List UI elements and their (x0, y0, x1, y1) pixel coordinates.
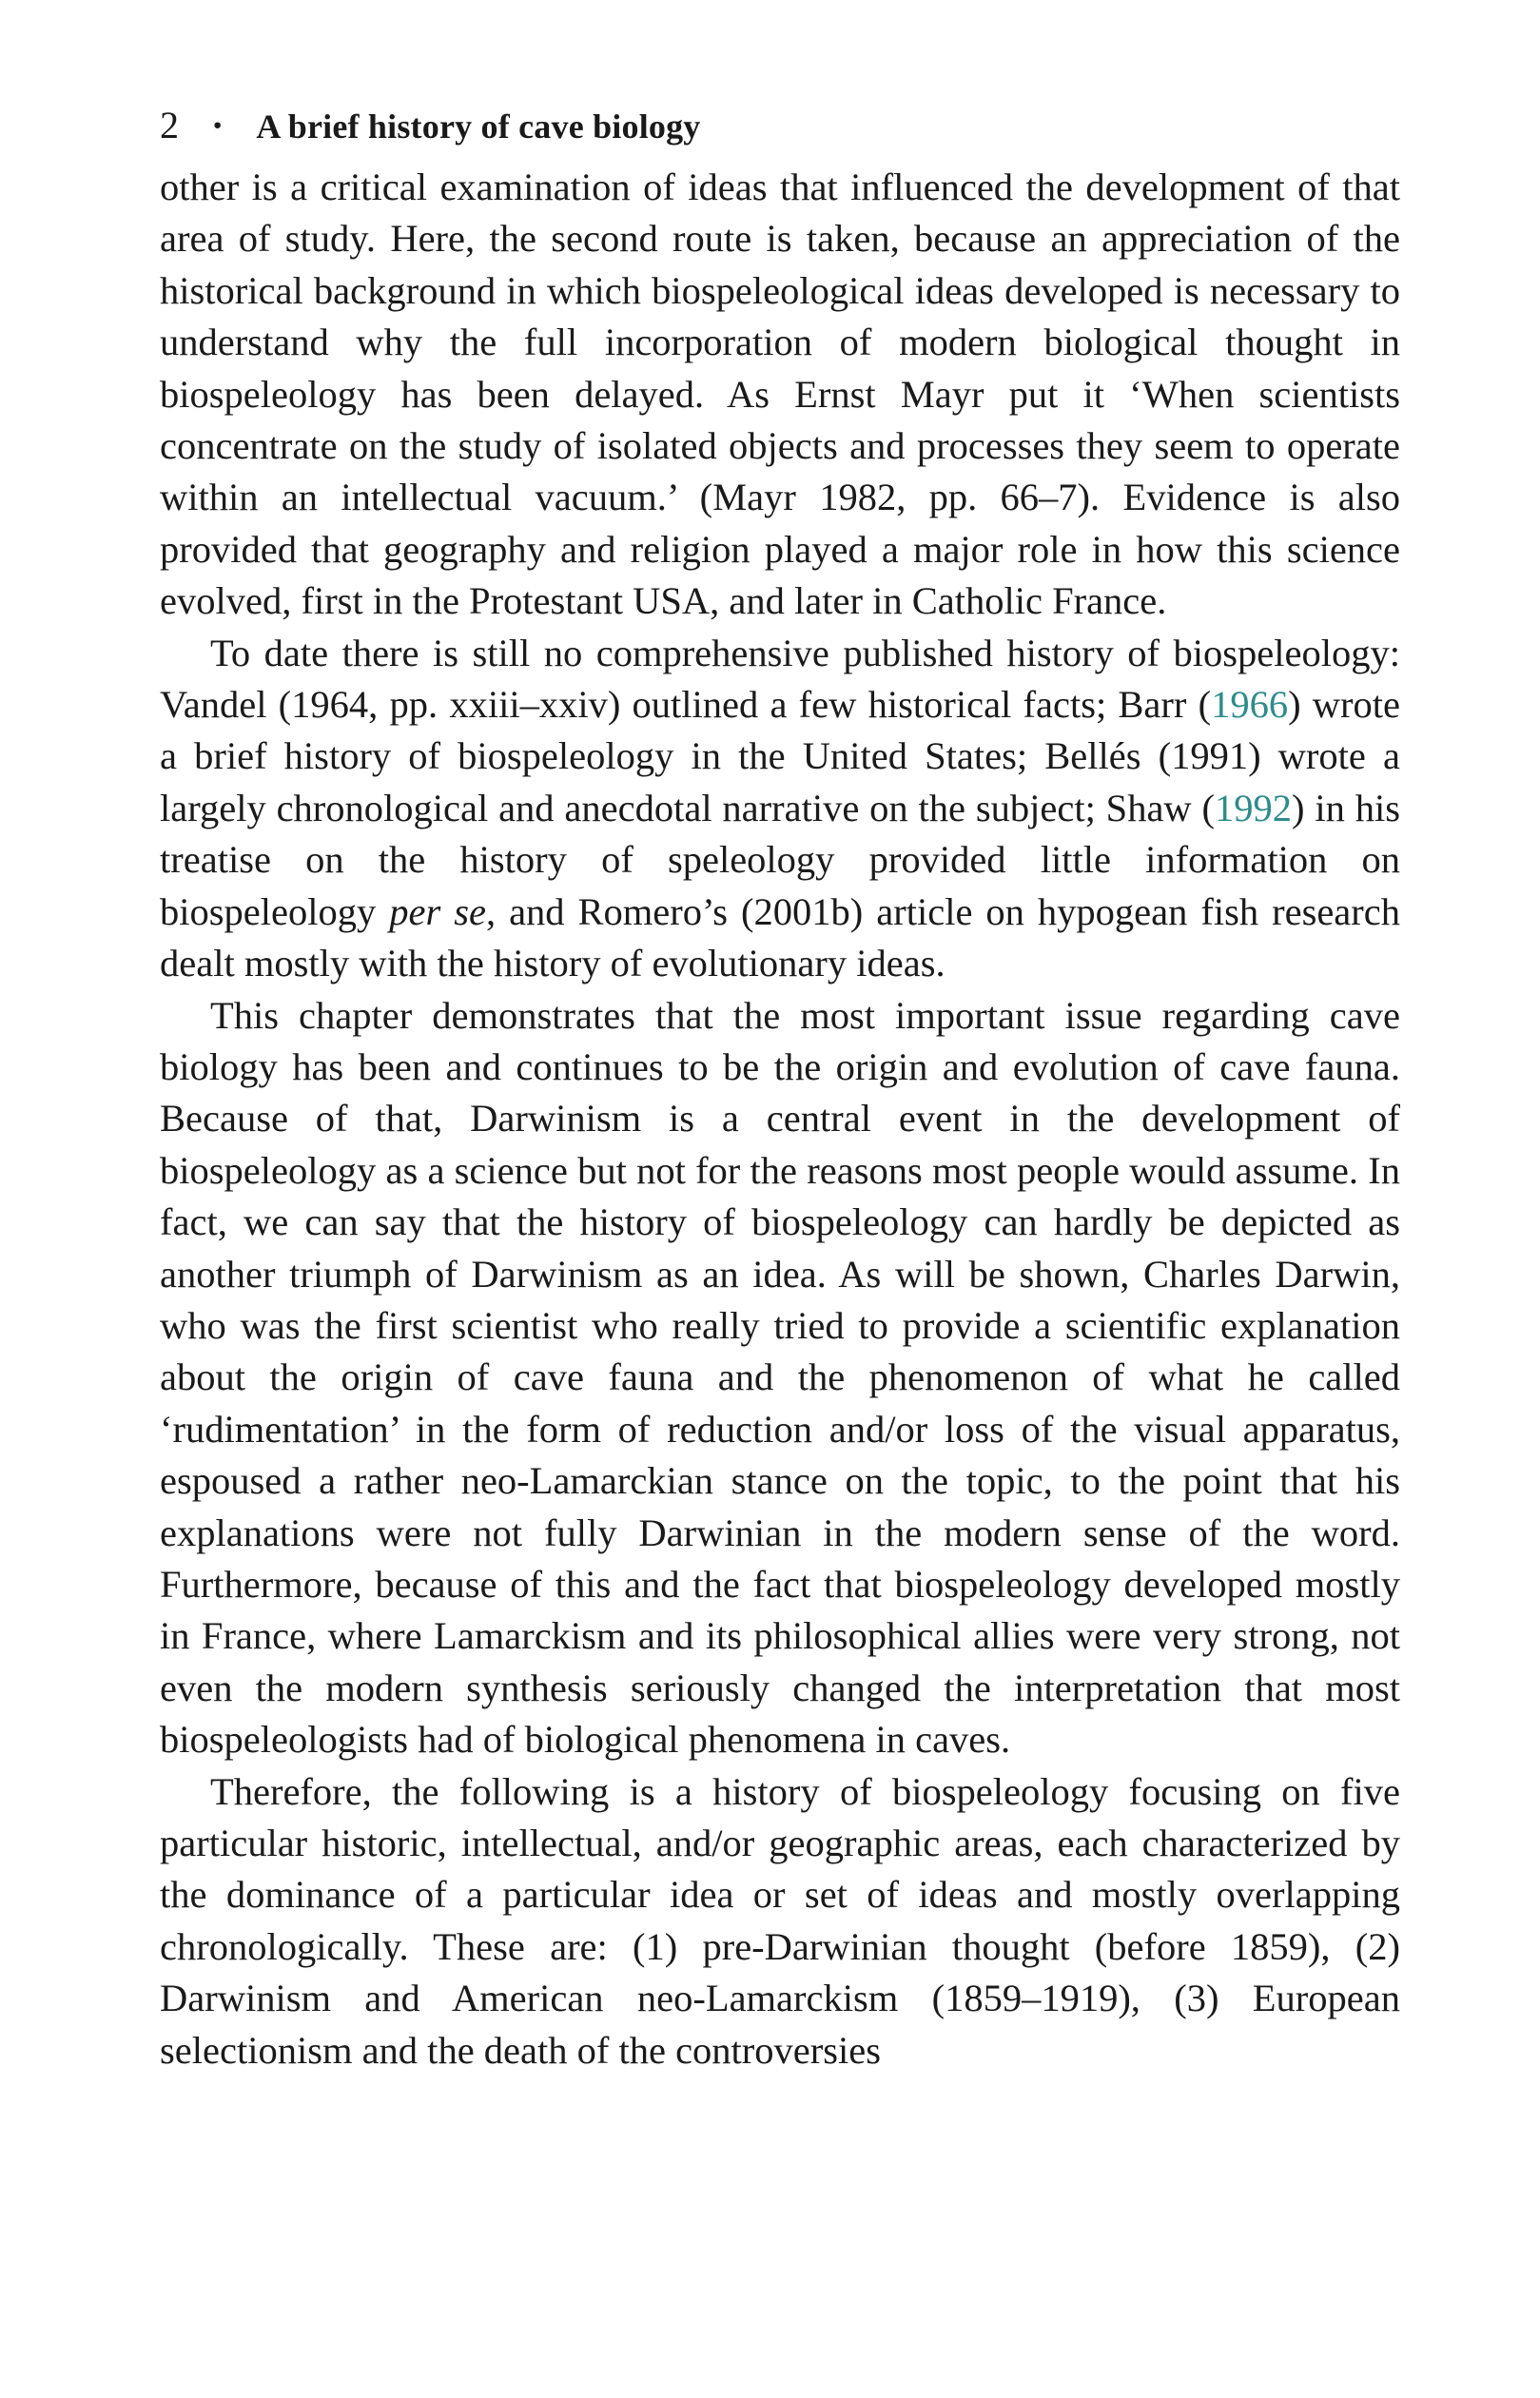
paragraph-2-text: To date there is still no comprehensive published history of biospeleology: Vandel (1964, pp. xxiii–xxiv) outlined a few historical facts; Barr ( (160, 631, 1400, 727)
running-head (160, 95, 1400, 156)
paragraph-2-text: ) in his treatise on the history of speleology provided little information on biospeleology (160, 786, 1400, 933)
paragraph-2-text: , and Romero’s (2001b) article on hypogean fish research dealt mostly with the history of evolutionary ideas. (160, 889, 1400, 985)
header-separator: · (211, 104, 224, 146)
italic-per-se: per se (389, 889, 486, 933)
book-page (160, 95, 1400, 2076)
paragraph-2-text: ) wrote a brief history of biospeleology in the United States; Bellés (1991) wrote a largely chronological and anecdotal narrative on the subject; Shaw ( (160, 683, 1400, 829)
page-number: 2 (160, 104, 179, 146)
body-text (160, 162, 1400, 2076)
paragraph-3: This chapter demonstrates that the most important issue regarding cave biology has been and continues to be the origin and evolution of cave fauna. Because of that, Darwinism is a central event in the development of biospeleology as a science but not for the reasons most people would assume. In fact, we can say that the history of biospeleology can hardly be depicted as another triumph of Darwinism as an idea. As will be shown, Charles Darwin, who was the first scientist who really tried to provide a scientific explanation about the origin of cave fauna and the phenomenon of what he called ‘rudimentation’ in the form of reduction and/or loss of the visual apparatus, espoused a rather neo-Lamarckian stance on the topic, to the point that his explanations were not fully Darwinian in the modern sense of the word. Furthermore, because of this and the fact that biospeleology developed mostly in France, where Lamarckism and its philosophical allies were very strong, not even the modern synthesis seriously changed the interpretation that most biospeleologists had of biological phenomena in caves. (160, 993, 1400, 1762)
paragraph-1: other is a critical examination of ideas that influenced the development of that area of study. Here, the second route is taken, because an appreciation of the historical background in which biospeleological ideas developed is necessary to understand why the full incorporation of modern biological thought in biospeleology has been delayed. As Ernst Mayr put it ‘When scientists concentrate on the study of isolated objects and processes they seem to operate within an intellectual vacuum.’ (Mayr 1982, pp. 66–7). Evidence is also provided that geography and religion played a major role in how this science evolved, first in the Protestant USA, and later in Catholic France. (160, 166, 1400, 623)
paragraph-2 (160, 628, 1400, 990)
paragraph-4: Therefore, the following is a history of biospeleology focusing on five particular historic, intellectual, and/or geographic areas, each characterized by the dominance of a particular idea or set of ideas and mostly overlapping chronologically. These are: (1) pre-Darwinian thought (before 1859), (2) Darwinism and American neo-Lamarckism (1859–1919), (3) European selectionism and the death of the controversies (160, 1769, 1400, 2072)
citation-link-barr-1966[interactable]: 1966 (1211, 683, 1289, 727)
citation-link-shaw-1992[interactable]: 1992 (1215, 786, 1293, 829)
running-head-title: A brief history of cave biology (256, 107, 701, 146)
